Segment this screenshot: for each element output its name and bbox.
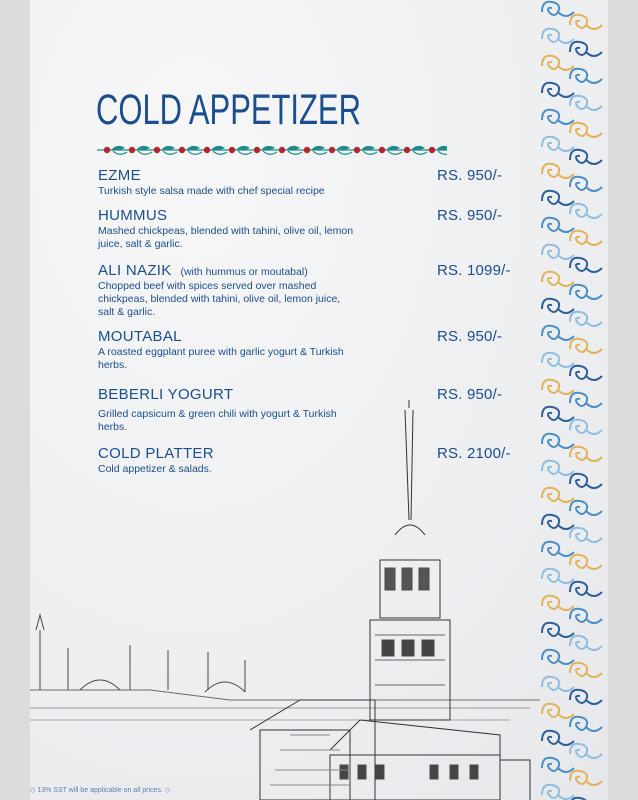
ornament-divider [97, 142, 447, 158]
menu-item-description: A roasted eggplant puree with garlic yogurt & Turkish herbs. [98, 346, 344, 371]
menu-item-price: RS. 950/- [437, 328, 503, 345]
menu-item-name-text: HUMMUS [98, 207, 168, 224]
menu-item-name-text: BEBERLI YOGURT [98, 386, 234, 403]
menu-item-description: Cold appetizer & salads. [98, 463, 212, 475]
menu-item-name-text: COLD PLATTER [98, 445, 214, 462]
istanbul-skyline-illustration [30, 390, 540, 800]
menu-item-price: RS. 950/- [437, 386, 503, 403]
menu-item-price: RS. 2100/- [437, 445, 511, 462]
menu-item-description: Chopped beef with spices served over mashed chickpeas, blended with tahini, olive oil, lemon juice, salt & garlic. [98, 280, 341, 318]
menu-item-name-text: ALI NAZIK [98, 262, 172, 279]
menu-item-name-text: MOUTABAL [98, 328, 182, 345]
menu-item-note: (with hummus or moutabal) [177, 266, 308, 278]
menu-item-price: RS. 1099/- [437, 262, 511, 279]
page-title: COLD APPETIZER [96, 86, 361, 134]
menu-item-name-text: EZME [98, 167, 141, 184]
menu-item-price: RS. 950/- [437, 207, 503, 224]
tax-footnote: ◇ 13% SST will be applicable on all prices. ◇ [30, 787, 171, 794]
menu-item-description: Mashed chickpeas, blended with tahini, olive oil, lemon juice, salt & garlic. [98, 225, 354, 250]
menu-item-description: Grilled capsicum & green chili with yogurt & Turkish herbs. [98, 408, 337, 433]
menu-item-description: Turkish style salsa made with chef special recipe [98, 185, 325, 197]
menu-item-price: RS. 950/- [437, 167, 503, 184]
decorative-border-pattern [540, 0, 608, 800]
right-margin [608, 0, 638, 800]
left-margin [0, 0, 30, 800]
